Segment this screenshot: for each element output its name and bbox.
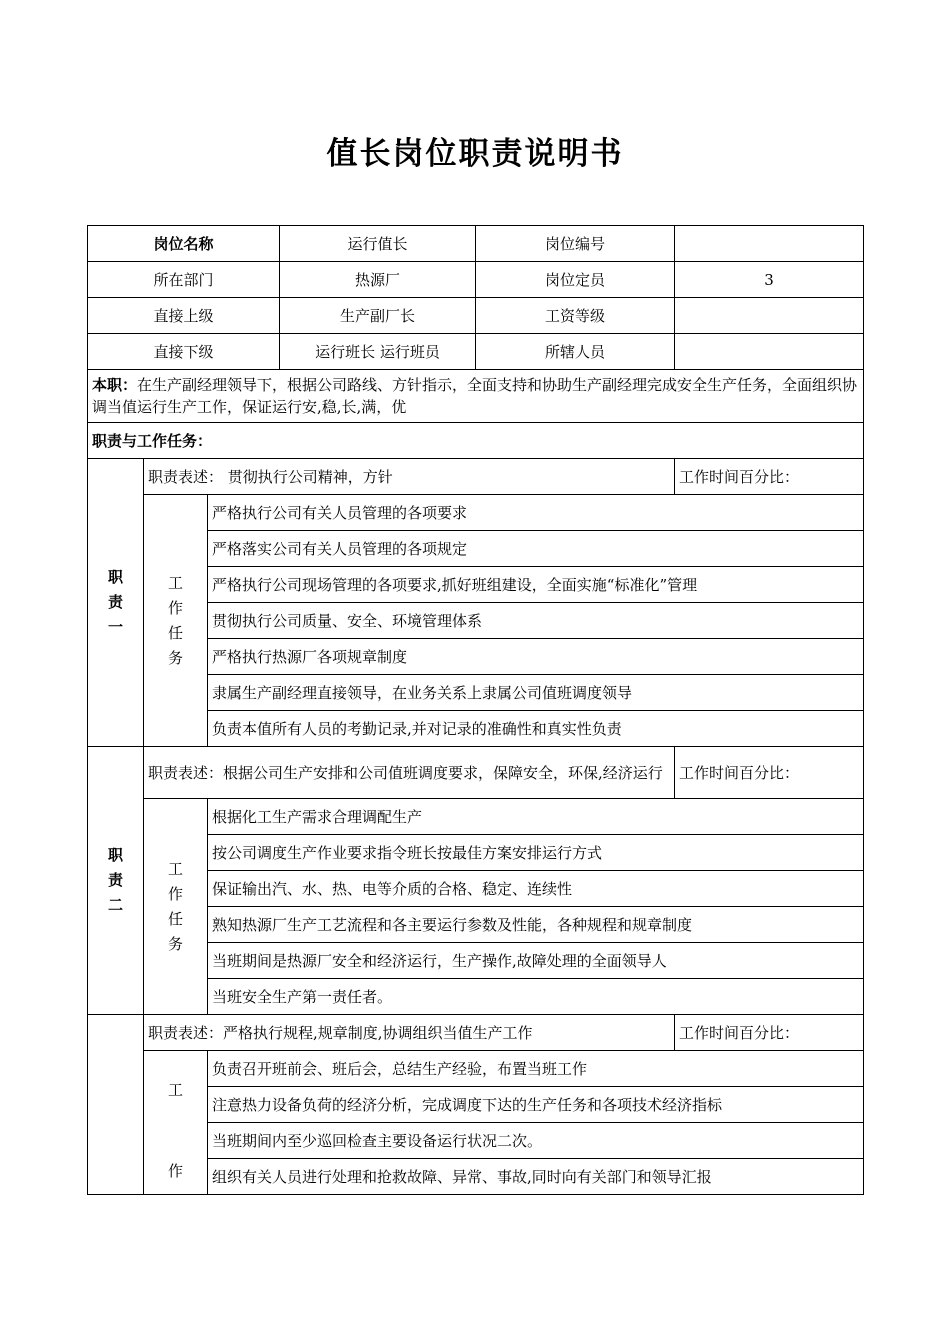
duty2-label-char: 职 (107, 846, 123, 864)
core-duty-row (88, 370, 864, 423)
duty3-task: 注意热力设备负荷的经济分析，完成调度下达的生产任务和各项技术经济指标 (208, 1087, 864, 1123)
subordinates-label: 直接下级 (88, 334, 280, 370)
duty1-label (88, 459, 144, 747)
duty2-task: 熟知热源厂生产工艺流程和各主要运行参数及性能，各种规程和规章制度 (208, 907, 864, 943)
task-row (88, 495, 864, 531)
task-row (88, 1051, 864, 1087)
duty3-percent-label: 工作时间百分比： (675, 1015, 864, 1051)
work-tasks-char: 作 (167, 598, 183, 617)
duty2-task: 按公司调度生产作业要求指令班长按最佳方案安排运行方式 (208, 835, 864, 871)
duty3-work-tasks-label (144, 1051, 208, 1195)
duty1-statement: 职责表述： 贯彻执行公司精神，方针 (144, 459, 675, 495)
task-row (88, 799, 864, 835)
duty2-task: 当班安全生产第一责任者。 (208, 979, 864, 1015)
duty1-task: 严格执行热源厂各项规章制度 (208, 639, 864, 675)
duty3-task: 组织有关人员进行处理和抢救故障、异常、事故,同时向有关部门和领导汇报 (208, 1159, 864, 1195)
info-row-subordinates (88, 334, 864, 370)
work-tasks-char: 务 (167, 648, 183, 667)
duty1-task: 严格落实公司有关人员管理的各项规定 (208, 531, 864, 567)
department-label: 所在部门 (88, 262, 280, 298)
salary-grade-label: 工资等级 (476, 298, 675, 334)
duty3-statement-row (88, 1015, 864, 1051)
duty1-label-char: 职 (107, 568, 123, 586)
position-name-label: 岗位名称 (88, 226, 280, 262)
supervisor-value: 生产副厂长 (280, 298, 476, 334)
work-tasks-char: 任 (167, 623, 183, 642)
duty2-label-char: 二 (107, 896, 123, 914)
duty2-label-char: 责 (107, 871, 123, 889)
duty2-task: 保证输出汽、水、热、电等介质的合格、稳定、连续性 (208, 871, 864, 907)
duty2-percent-label: 工作时间百分比： (675, 747, 864, 799)
work-tasks-char: 务 (167, 934, 183, 953)
headcount-value: 3 (675, 262, 864, 298)
position-number-label: 岗位编号 (476, 226, 675, 262)
duty1-statement-row (88, 459, 864, 495)
work-tasks-char: 任 (167, 909, 183, 928)
managed-staff-label: 所辖人员 (476, 334, 675, 370)
subordinates-value: 运行班长 运行班员 (280, 334, 476, 370)
page-title: 值长岗位职责说明书 (326, 136, 624, 172)
work-tasks-char: 作 (167, 1162, 183, 1180)
duty1-label-char: 一 (107, 618, 123, 636)
duty1-task: 严格执行公司有关人员管理的各项要求 (208, 495, 864, 531)
duty2-task: 当班期间是热源厂安全和经济运行，生产操作,故障处理的全面领导人 (208, 943, 864, 979)
headcount-label: 岗位定员 (476, 262, 675, 298)
info-row-department (88, 262, 864, 298)
duty1-task: 严格执行公司现场管理的各项要求,抓好班组建设，全面实施“标准化”管理 (208, 567, 864, 603)
work-tasks-char: 工 (167, 859, 183, 878)
duty2-work-tasks-label (144, 799, 208, 1015)
position-name-value: 运行值长 (280, 226, 476, 262)
duty1-task: 隶属生产副经理直接领导，在业务关系上隶属公司值班调度领导 (208, 675, 864, 711)
managed-staff-value (675, 334, 864, 370)
job-description-table (87, 225, 864, 1195)
core-duty-text: 在生产副经理领导下，根据公司路线、方针指示，全面支持和协助生产副经理完成安全生产任务，全面组织协调当值运行生产工作，保证运行安,稳,长,满，优 (92, 376, 858, 416)
duty1-work-tasks-label (144, 495, 208, 747)
duty1-percent-label: 工作时间百分比： (675, 459, 864, 495)
supervisor-label: 直接上级 (88, 298, 280, 334)
core-duty-cell (88, 370, 864, 423)
duties-heading-row (88, 423, 864, 459)
salary-grade-value (675, 298, 864, 334)
info-row-position-name (88, 226, 864, 262)
duty1-label-char: 责 (107, 593, 123, 611)
work-tasks-char: 工 (167, 573, 183, 592)
duty3-task: 负责召开班前会、班后会，总结生产经验，布置当班工作 (208, 1051, 864, 1087)
duty2-statement-row (88, 747, 864, 799)
work-tasks-char: 作 (167, 884, 183, 903)
work-tasks-char: 工 (167, 1081, 183, 1099)
duties-heading: 职责与工作任务： (88, 423, 864, 459)
core-duty-label: 本职： (92, 376, 138, 394)
duty3-statement: 职责表述：严格执行规程,规章制度,协调组织当值生产工作 (144, 1015, 675, 1051)
position-number-value (675, 226, 864, 262)
duty2-task: 根据化工生产需求合理调配生产 (208, 799, 864, 835)
duty2-statement: 职责表述：根据公司生产安排和公司值班调度要求，保障安全，环保,经济运行 (144, 747, 675, 799)
duty2-label (88, 747, 144, 1015)
department-value: 热源厂 (280, 262, 476, 298)
info-row-supervisor (88, 298, 864, 334)
duty3-task: 当班期间内至少巡回检查主要设备运行状况二次。 (208, 1123, 864, 1159)
duty3-label (88, 1015, 144, 1195)
duty1-task: 贯彻执行公司质量、安全、环境管理体系 (208, 603, 864, 639)
duty1-task: 负责本值所有人员的考勤记录,并对记录的准确性和真实性负责 (208, 711, 864, 747)
